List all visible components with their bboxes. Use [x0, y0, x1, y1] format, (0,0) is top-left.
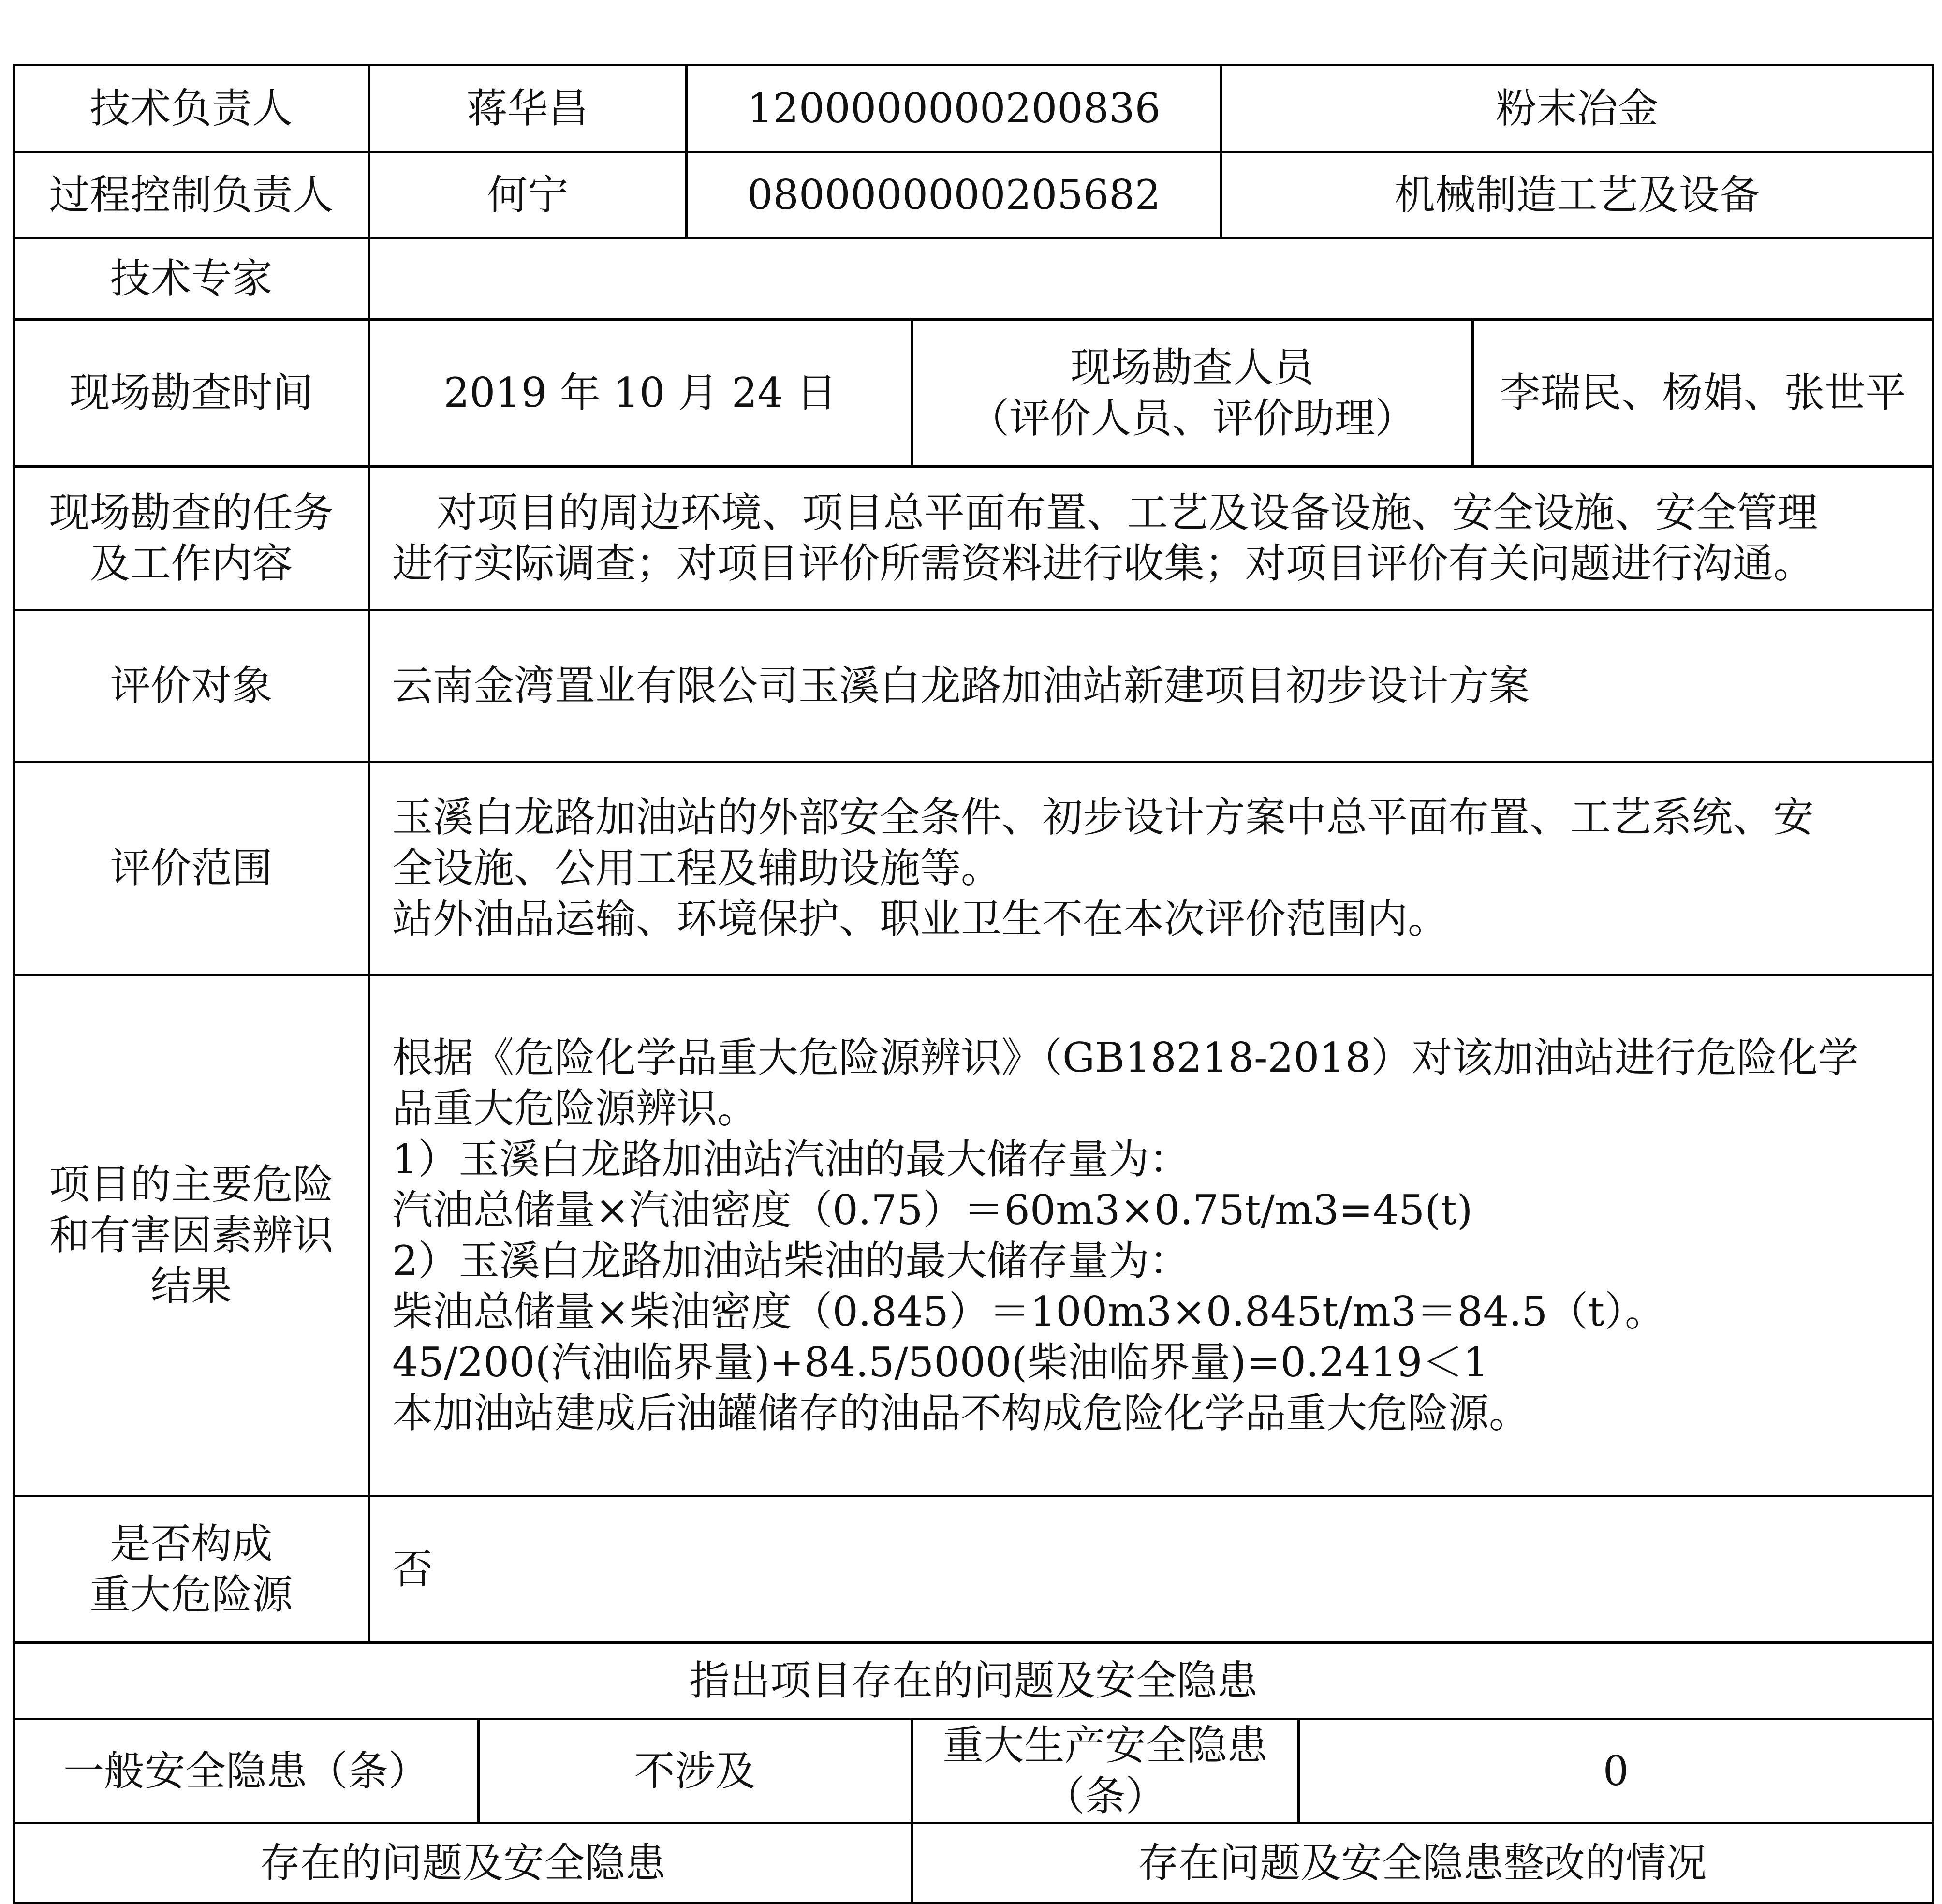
- table-row-hazard-identification: [14, 975, 1933, 1496]
- technical-lead-name: 蒋华昌: [369, 65, 687, 152]
- table-row-technical-lead: [14, 65, 1933, 152]
- table-row-issues-header: [14, 1643, 1933, 1719]
- survey-time-value: 2019 年 10 月 24 日: [369, 320, 912, 467]
- process-control-lead-cert-no: 0800000000205682: [687, 152, 1221, 238]
- survey-staff-label: [912, 320, 1473, 467]
- evaluation-object-value: 云南金湾置业有限公司玉溪白龙路加油站新建项目初步设计方案: [369, 610, 1933, 762]
- table-row-evaluation-object: [14, 610, 1933, 762]
- hazard-content: [369, 975, 1933, 1496]
- general-hazard-label: 一般安全隐患（条）: [14, 1719, 479, 1823]
- table-row-major-hazard: [14, 1496, 1933, 1643]
- hazard-label-line3: 结果: [150, 1262, 232, 1310]
- hazard-line5: 2）玉溪白龙路加油站柴油的最大储存量为：: [392, 1237, 1190, 1284]
- survey-task-text-line1: 对项目的周边环境、项目总平面布置、工艺及设备设施、安全设施、安全管理: [437, 489, 1818, 536]
- survey-task-content: [369, 467, 1933, 610]
- process-control-lead-name: 何宁: [369, 152, 687, 238]
- survey-time-label: 现场勘查时间: [14, 320, 369, 467]
- survey-task-text-line2: 进行实际调查；对项目评价所需资料进行收集；对项目评价有关问题进行沟通。: [392, 540, 1814, 587]
- tech-expert-label: 技术专家: [14, 238, 369, 320]
- major-hazard-label-line2: 重大危险源: [89, 1571, 293, 1618]
- technical-lead-cert-no: 1200000000200836: [687, 65, 1221, 152]
- rectification-column: 存在问题及安全隐患整改的情况: [912, 1823, 1933, 1903]
- evaluation-scope-line2: 全设施、公用工程及辅助设施等。: [392, 844, 1002, 892]
- process-control-lead-specialty: 机械制造工艺及设备: [1221, 152, 1933, 238]
- major-production-hazard-value: 0: [1299, 1719, 1933, 1823]
- evaluation-scope-line1: 玉溪白龙路加油站的外部安全条件、初步设计方案中总平面布置、工艺系统、安: [392, 794, 1814, 841]
- tech-expert-value: [369, 238, 1933, 320]
- survey-task-label-line1: 现场勘查的任务: [49, 489, 334, 536]
- survey-task-label: [14, 467, 369, 610]
- table-row-issues-columns: [14, 1823, 1933, 1903]
- hazard-line1: 根据《危险化学品重大危险源辨识》（GB18218-2018）对该加油站进行危险化学: [392, 1033, 1859, 1081]
- survey-task-label-line2: 及工作内容: [89, 540, 293, 587]
- table-row-process-control-lead: [14, 152, 1933, 238]
- evaluation-scope-label: 评价范围: [14, 762, 369, 975]
- table-row-survey-task: [14, 467, 1933, 610]
- table-row-survey: [14, 320, 1933, 467]
- process-control-lead-label: 过程控制负责人: [14, 152, 369, 238]
- major-hazard-label: [14, 1496, 369, 1643]
- general-hazard-value: 不涉及: [479, 1719, 912, 1823]
- evaluation-info-table: [13, 64, 1934, 1904]
- table-row-hazard-counts: [14, 1719, 1933, 1823]
- hazard-line7: 45/200(汽油临界量)+84.5/5000(柴油临界量)=0.2419＜1: [392, 1338, 1489, 1386]
- hazard-line4: 汽油总储量×汽油密度（0.75）＝60m3×0.75t/m3=45(t): [392, 1186, 1473, 1234]
- table-row-tech-expert: [14, 238, 1933, 320]
- technical-lead-specialty: 粉末冶金: [1221, 65, 1933, 152]
- survey-staff-value: 李瑞民、杨娟、张世平: [1473, 320, 1933, 467]
- survey-staff-label-line2: （评价人员、评价助理）: [969, 394, 1416, 442]
- hazard-line8: 本加油站建成后油罐储存的油品不构成危险化学品重大危险源。: [392, 1389, 1530, 1437]
- hazard-label-line2: 和有害因素辨识: [49, 1211, 334, 1259]
- hazard-line6: 柴油总储量×柴油密度（0.845）＝100m3×0.845t/m3＝84.5（t）。: [392, 1287, 1666, 1335]
- hazard-line3: 1）玉溪白龙路加油站汽油的最大储存量为：: [392, 1135, 1190, 1183]
- major-hazard-label-line1: 是否构成: [110, 1520, 273, 1567]
- table-row-evaluation-scope: [14, 762, 1933, 975]
- major-production-hazard-label: 重大生产安全隐患（条）: [912, 1719, 1299, 1823]
- evaluation-scope-content: [369, 762, 1933, 975]
- technical-lead-label: 技术负责人: [14, 65, 369, 152]
- evaluation-object-label: 评价对象: [14, 610, 369, 762]
- major-hazard-value: 否: [369, 1496, 1933, 1643]
- hazard-label-line1: 项目的主要危险: [49, 1161, 334, 1208]
- hazard-label: [14, 975, 369, 1496]
- survey-staff-label-line1: 现场勘查人员: [1070, 343, 1314, 391]
- evaluation-scope-line3: 站外油品运输、环境保护、职业卫生不在本次评价范围内。: [392, 895, 1449, 943]
- issues-header: 指出项目存在的问题及安全隐患: [14, 1643, 1933, 1719]
- hazard-line2: 品重大危险源辨识。: [392, 1084, 758, 1132]
- existing-issues-column: 存在的问题及安全隐患: [14, 1823, 912, 1903]
